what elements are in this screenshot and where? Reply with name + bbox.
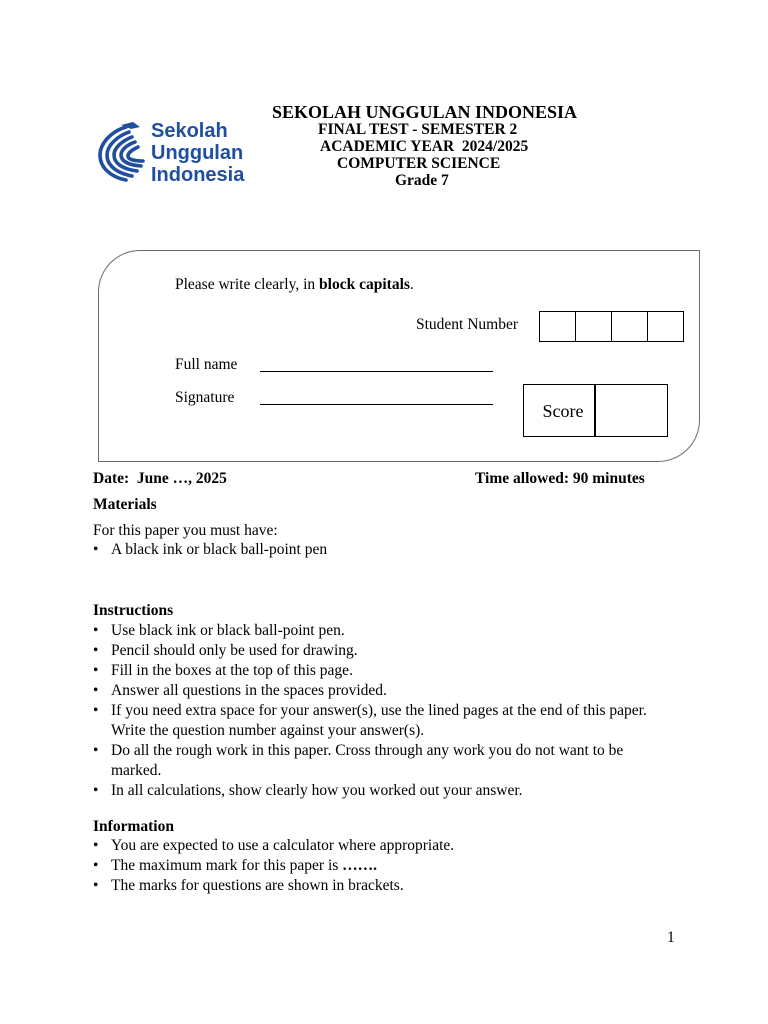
score-label: Score xyxy=(524,385,596,436)
write-clearly-instruction xyxy=(175,275,414,295)
instructions-list xyxy=(93,621,669,801)
school-swirl-logo-icon xyxy=(96,121,146,183)
instruction-suffix: . xyxy=(409,276,414,293)
bullet-icon xyxy=(93,741,98,761)
list-item xyxy=(93,681,669,701)
full-name-line xyxy=(260,371,493,372)
list-item-text: A black ink or black ball-point pen xyxy=(111,541,328,558)
list-item xyxy=(93,856,669,876)
student-number-box xyxy=(575,312,611,341)
list-item xyxy=(93,621,669,641)
instruction-prefix: Please write clearly, in xyxy=(175,276,320,293)
list-item xyxy=(93,741,669,781)
logo-line-3: Indonesia xyxy=(151,164,245,186)
signature-line xyxy=(260,404,493,405)
materials-intro: For this paper you must have: xyxy=(93,522,278,539)
list-item xyxy=(93,836,669,856)
instruction-bold: block capitals xyxy=(319,276,410,293)
bullet-icon xyxy=(93,621,98,641)
list-item-text: In all calculations, show clearly how you worked out your answer. xyxy=(111,782,523,799)
score-value-cell xyxy=(596,385,667,436)
bullet-icon xyxy=(93,540,98,560)
bullet-icon xyxy=(93,701,98,721)
school-logo-wordmark xyxy=(151,120,244,186)
list-item xyxy=(93,641,669,661)
list-item-text: You are expected to use a calculator where appropriate. xyxy=(111,837,455,854)
list-item xyxy=(93,701,669,741)
list-item-text: Answer all questions in the spaces provided. xyxy=(111,682,387,699)
student-number-box xyxy=(647,312,683,341)
list-item xyxy=(93,661,669,681)
exam-date: Date: June …, 2025 xyxy=(93,470,227,487)
instructions-heading: Instructions xyxy=(93,602,174,619)
bullet-icon xyxy=(93,876,98,896)
maximum-mark-placeholder: ……. xyxy=(342,857,378,874)
bullet-icon xyxy=(93,856,98,876)
test-title: FINAL TEST - SEMESTER 2 xyxy=(318,121,518,138)
materials-heading: Materials xyxy=(93,496,157,513)
list-item xyxy=(93,781,669,801)
list-item xyxy=(93,540,669,560)
bullet-icon xyxy=(93,681,98,701)
list-item-text: Use black ink or black ball-point pen. xyxy=(111,622,345,639)
materials-list xyxy=(93,540,669,560)
bullet-icon xyxy=(93,836,98,856)
student-number-boxes xyxy=(539,311,684,342)
list-item-text: Pencil should only be used for drawing. xyxy=(111,642,358,659)
student-number-label: Student Number xyxy=(416,316,519,333)
logo-line-1: Sekolah xyxy=(151,120,228,142)
list-item-text: Do all the rough work in this paper. Cross through any work you do not want to be marked. xyxy=(111,742,624,779)
school-name-title: SEKOLAH UNGGULAN INDONESIA xyxy=(272,102,578,122)
student-number-box xyxy=(611,312,647,341)
candidate-details-box xyxy=(98,250,700,462)
subject-title: COMPUTER SCIENCE xyxy=(337,155,501,172)
list-item-text: If you need extra space for your answer(s), use the lined pages at the end of this paper. Write the question number against your answer(s). xyxy=(111,702,647,739)
signature-label: Signature xyxy=(175,389,235,406)
full-name-label: Full name xyxy=(175,356,238,373)
academic-year: ACADEMIC YEAR 2024/2025 xyxy=(320,138,529,155)
bullet-icon xyxy=(93,661,98,681)
list-item-text: The marks for questions are shown in brackets. xyxy=(111,877,404,894)
list-item-text: The maximum mark for this paper is xyxy=(111,857,343,874)
list-item-text: Fill in the boxes at the top of this page. xyxy=(111,662,353,679)
page-number: 1 xyxy=(667,929,675,946)
information-list xyxy=(93,836,669,896)
grade-label: Grade 7 xyxy=(395,172,449,189)
logo-line-2: Unggulan xyxy=(151,142,244,164)
bullet-icon xyxy=(93,781,98,801)
list-item xyxy=(93,876,669,896)
score-box xyxy=(523,384,668,437)
bullet-icon xyxy=(93,641,98,661)
student-number-box xyxy=(540,312,575,341)
information-heading: Information xyxy=(93,818,174,835)
time-allowed: Time allowed: 90 minutes xyxy=(475,470,645,487)
